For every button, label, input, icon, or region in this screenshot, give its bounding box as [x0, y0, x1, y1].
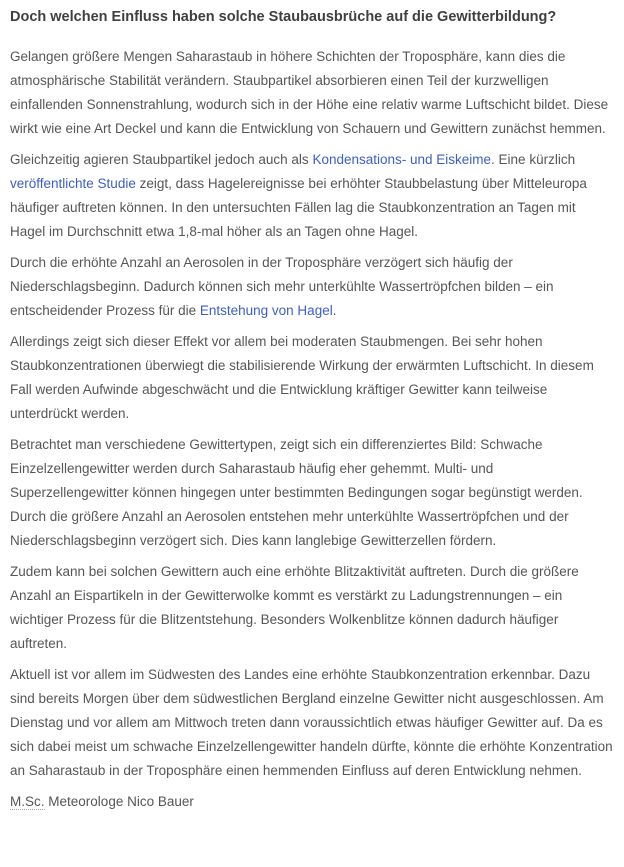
- author-degree-abbr: M.Sc.: [10, 794, 45, 809]
- paragraph: [10, 560, 614, 656]
- text-segment: Zudem kann bei solchen Gewittern auch eine erhöhte Blitzaktivität auftreten. Durch die größere Anzahl an Eispartikeln in der Gewitterwolke kommt es verstärkt zu Ladungstrennungen – ein wichtiger Prozess für die Blitzentstehung. Besonders Wolkenblitze können dadurch häufiger auftreten.: [10, 564, 579, 651]
- text-segment: Allerdings zeigt sich dieser Effekt vor allem bei moderaten Staubmengen. Bei sehr hohen Staubkonzentrationen überwiegt die stabilisierende Wirkung der erwärmten Luftschicht. In diesem Fall werden Aufwinde abgeschwächt und die Entwicklung kräftiger Gewitter kann teilweise unterdrückt werden.: [10, 334, 594, 421]
- article-paragraphs: [10, 45, 614, 783]
- paragraph: [10, 45, 614, 141]
- text-segment: . Eine kürzlich: [491, 152, 576, 167]
- inline-link[interactable]: Kondensations- und Eiskeime: [312, 152, 492, 167]
- paragraph: [10, 433, 614, 553]
- text-segment: Durch die erhöhte Anzahl an Aerosolen in der Troposphäre verzögert sich häufig der Niederschlagsbeginn. Dadurch können sich mehr unterkühlte Wassertröpfchen bilden – ein entscheidender Prozess für die: [10, 255, 554, 318]
- text-segment: Betrachtet man verschiedene Gewittertypen, zeigt sich ein differenziertes Bild: Schwache Einzelzellengewitter werden durch Saharastaub häufig eher gehemmt. Multi- und Superzellengewitter können hingegen unter bestimmten Bedingungen sogar begünstigt werden. Durch die größere Anzahl an Aerosolen entstehen mehr unterkühlte Wassertröpfchen und der Niederschlagsbeginn verzögert sich. Dies kann langlebige Gewitterzellen fördern.: [10, 437, 583, 548]
- paragraph: [10, 251, 614, 323]
- text-segment: .: [332, 303, 337, 318]
- paragraph: [10, 330, 614, 426]
- author-line: [10, 790, 614, 814]
- paragraph: [10, 148, 614, 244]
- text-segment: Gelangen größere Mengen Saharastaub in höhere Schichten der Troposphäre, kann dies die atmosphärische Stabilität verändern. Staubpartikel absorbieren einen Teil der kurzwelligen einfallenden Sonnenstrahlung, wodurch sich in der Höhe eine relativ warme Luftschicht bildet. Diese wirkt wie eine Art Deckel und kann die Entwicklung von Schauern und Gewittern zunächst hemmen.: [10, 49, 609, 136]
- text-segment: Gleichzeitig agieren Staubpartikel jedoch auch als: [10, 152, 313, 167]
- article-heading: Doch welchen Einfluss haben solche Staubausbrüche auf die Gewitterbildung?: [10, 9, 557, 25]
- text-segment: Aktuell ist vor allem im Südwesten des Landes eine erhöhte Staubkonzentration erkennbar. Dazu sind bereits Morgen über dem südwestlichen Bergland einzelne Gewitter nicht ausgeschlossen. Am Dienstag und vor allem am Mittwoch treten dann voraussichtlich etwas häufiger Gewitter auf. Da es sich dabei meist um schwache Einzelzellengewitter handeln dürfte, könnte die erhöhte Konzentration an Saharastaub in der Troposphäre einen hemmenden Einfluss auf deren Entwicklung nehmen.: [10, 667, 613, 778]
- author-name: Meteorologe Nico Bauer: [48, 794, 194, 809]
- inline-link[interactable]: veröffentlichte Studie: [10, 176, 136, 191]
- inline-link[interactable]: Entstehung von Hagel: [199, 303, 333, 318]
- text-segment: zeigt, dass Hagelereignisse bei erhöhter Staubbelastung über Mitteleuropa häufiger auftreten können. In den untersuchten Fällen lag die Staubkonzentration an Tagen mit Hagel im Durchschnitt etwa 1,8-mal höher als an Tagen ohne Hagel.: [10, 176, 587, 239]
- paragraph: [10, 663, 614, 783]
